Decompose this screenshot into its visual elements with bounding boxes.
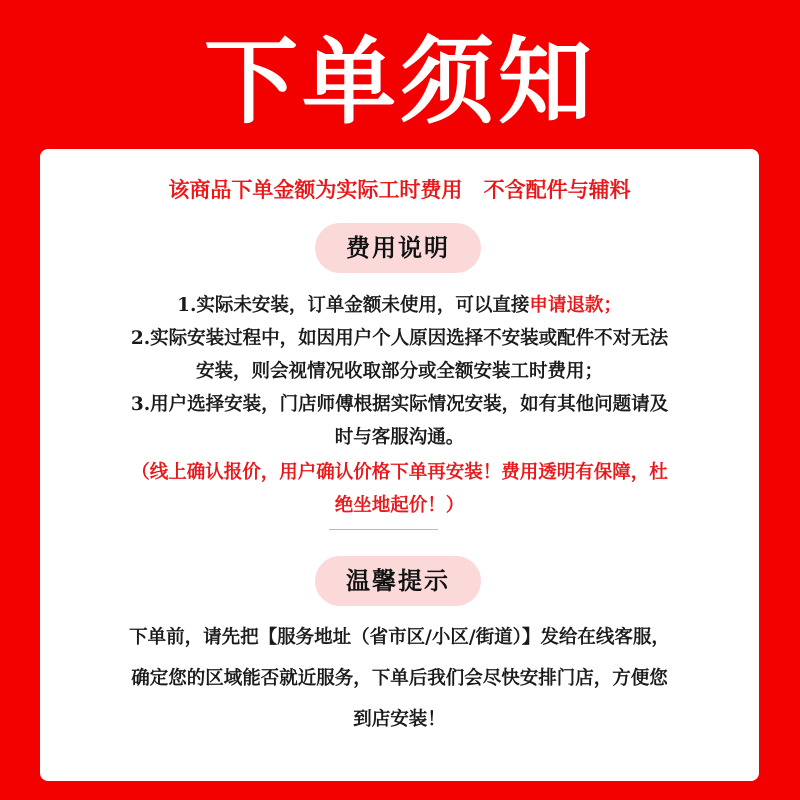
tips-line-3: 到店安装！ — [353, 709, 446, 730]
fee-item-3-line-1: 3.用户选择安装，门店师傅根据实际情况安装，如有其他问题请及 — [130, 394, 669, 415]
section-divider — [329, 529, 438, 530]
fee-item-2-line-1: 2.实际安装过程中，如因用户个人原因选择不安装或配件不对无法 — [130, 328, 669, 349]
tips-line-2: 确定您的区域能否就近服务，下单后我们会尽快安排门店，方便您 — [131, 668, 668, 689]
info-card — [40, 149, 759, 781]
fee-item-3-line-2: 时与客服沟通。 — [334, 427, 465, 448]
fee-item-1-text: 1.实际未安装，订单金额未使用，可以直接 — [177, 295, 530, 316]
fee-item-2-line-2: 安装，则会视情况收取部分或全额安装工时费用； — [195, 361, 603, 382]
refund-highlight: 申请退款； — [529, 295, 622, 316]
fee-item-1 — [40, 290, 759, 322]
fee-section-heading: 费用说明 — [315, 223, 481, 273]
tips-section-heading: 温馨提示 — [315, 556, 481, 606]
price-notice: 该商品下单金额为实际工时费用 不含配件与辅料 — [168, 177, 631, 202]
price-guarantee-line-2: 绝坐地起价！） — [334, 495, 465, 516]
price-guarantee-line-1: （线上确认报价，用户确认价格下单再安装！费用透明有保障，杜 — [131, 462, 668, 483]
page-title: 下单须知 — [203, 27, 596, 137]
tips-line-1: 下单前，请先把【服务地址（省市区/小区/街道）】发给在线客服， — [129, 627, 670, 648]
